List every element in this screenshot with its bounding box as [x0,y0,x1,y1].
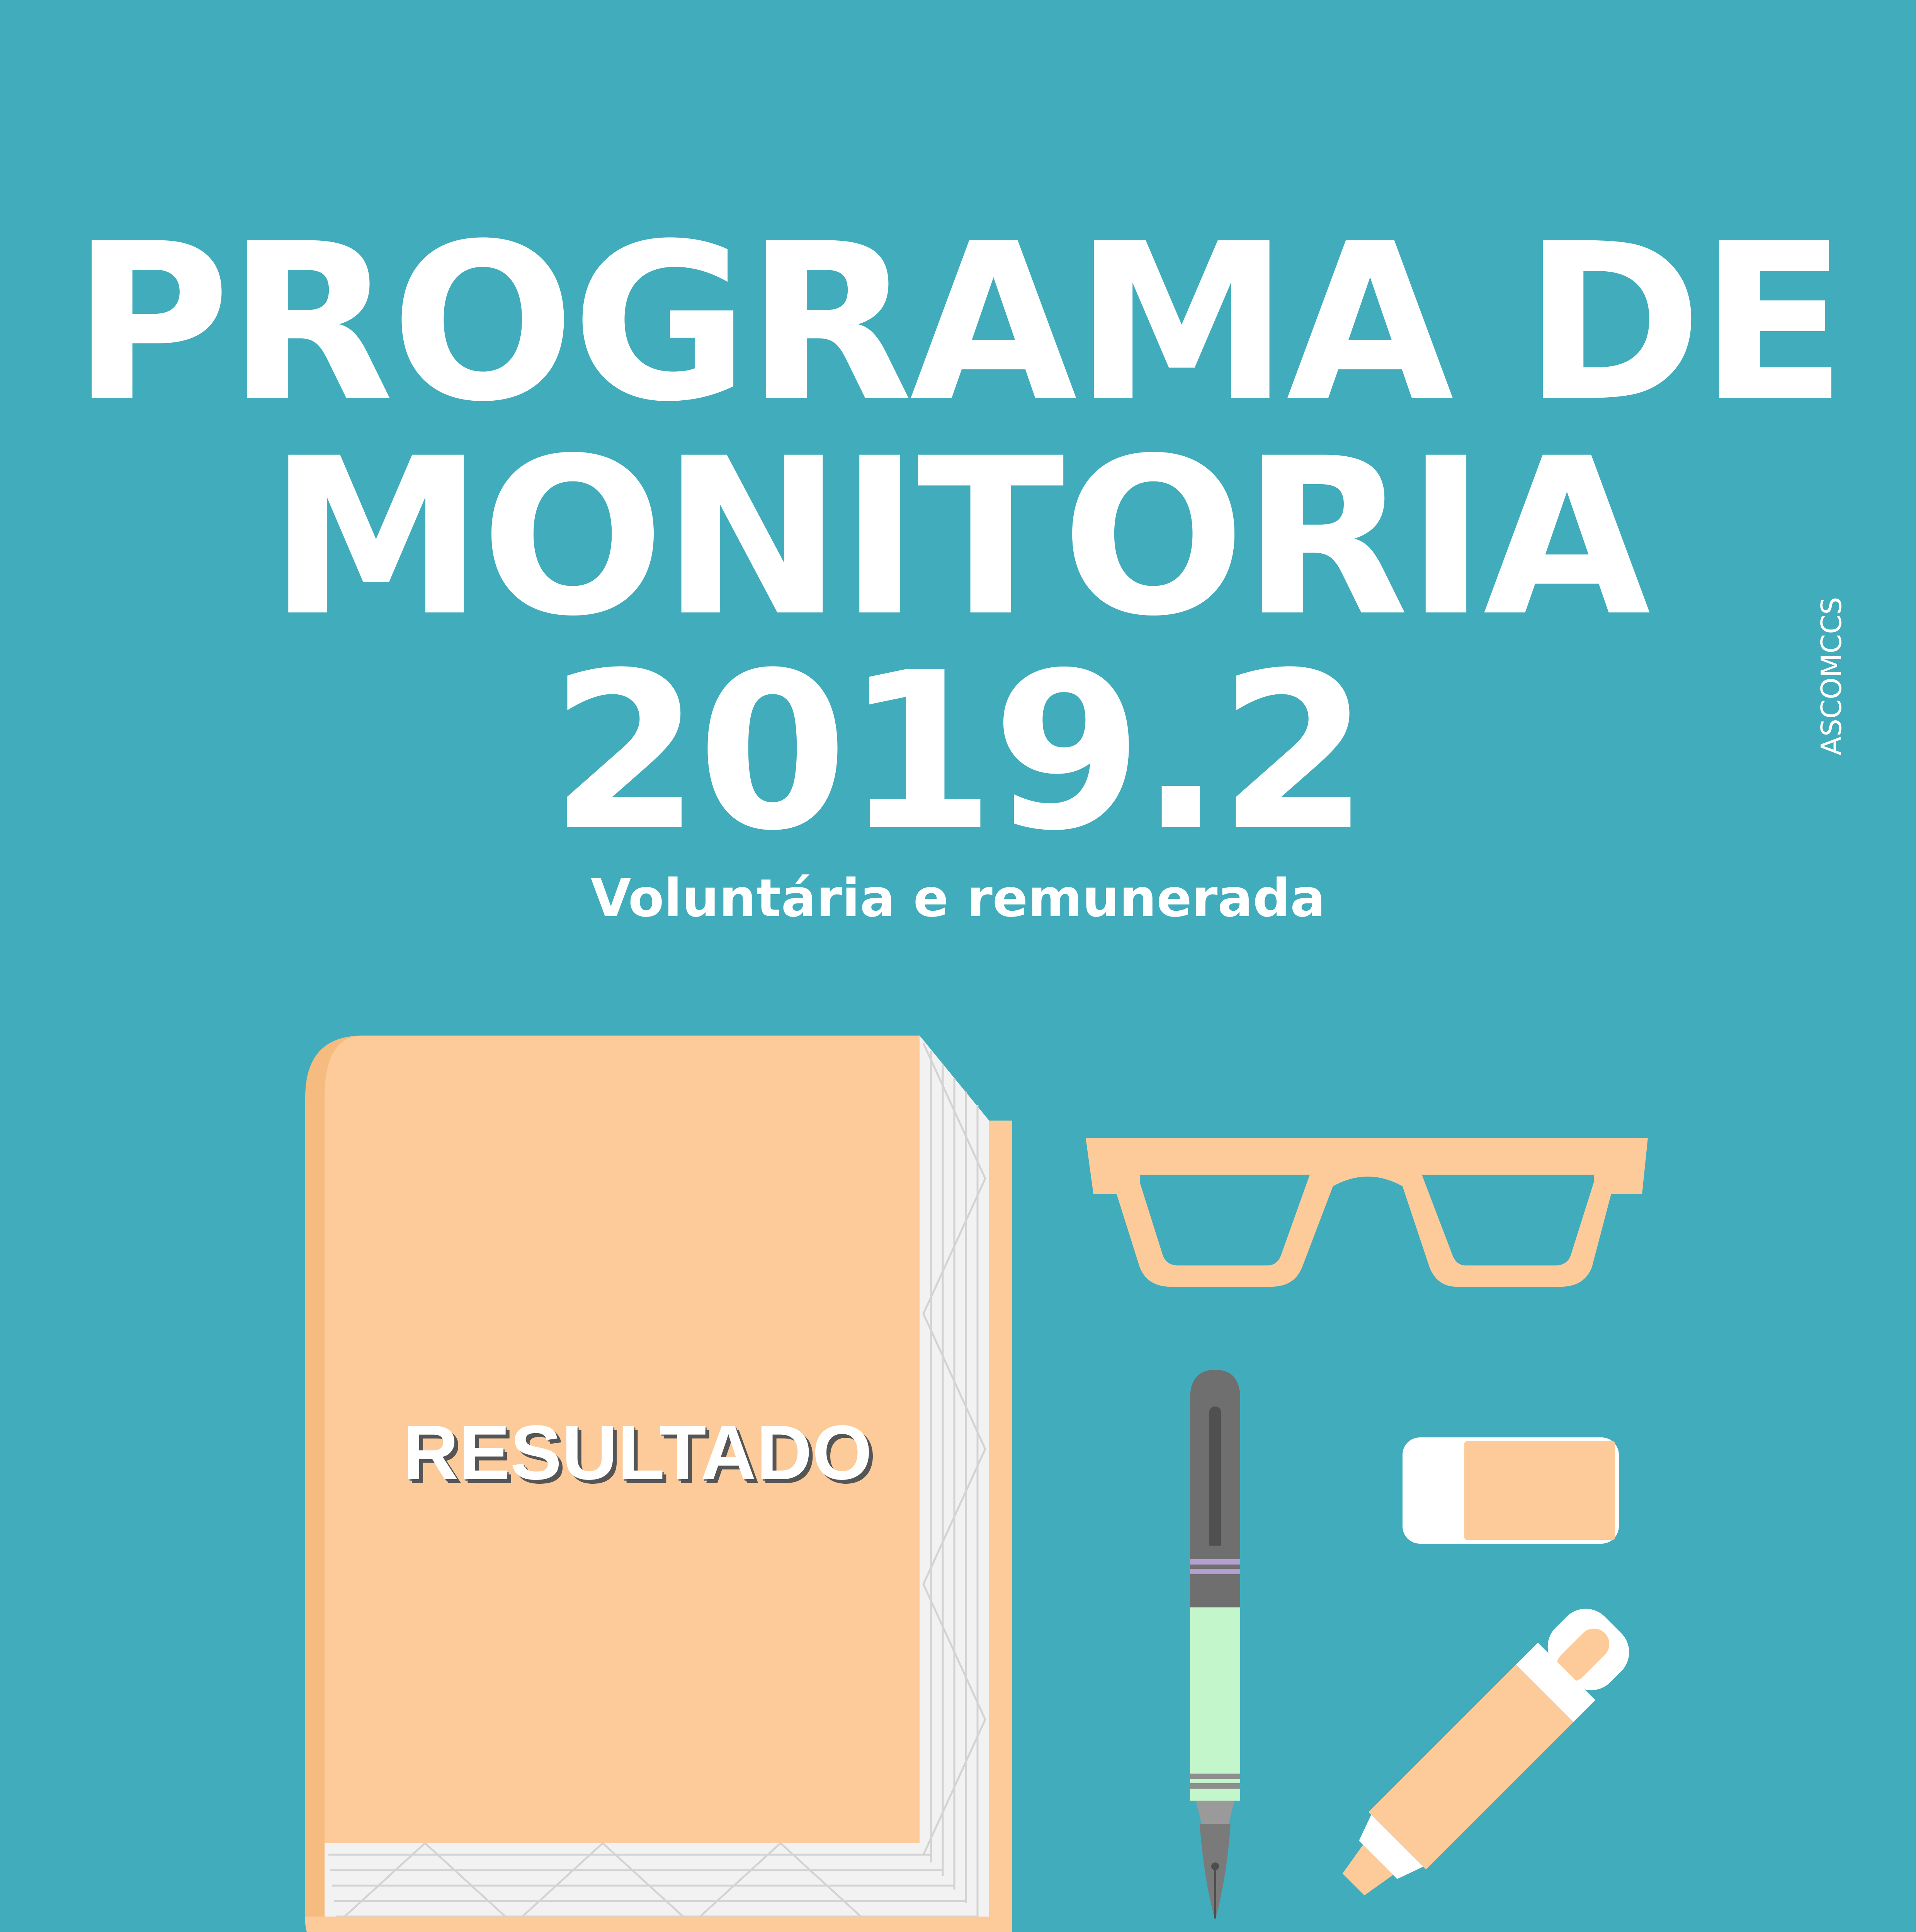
subtitle: Voluntária e remunerada [590,868,1326,929]
highlighter-icon [1325,1596,1642,1913]
title-line-3: 2019.2 [550,626,1366,878]
eraser-icon [1403,1437,1619,1544]
fountain-pen-icon [1190,1370,1240,1920]
book-label: RESULTADO [403,1410,872,1496]
side-tag-text: ASCOMCCS [1815,597,1848,756]
title-line-1: PROGRAMA DE [72,197,1844,449]
title-line-2: MONITORIA [268,412,1648,664]
glasses-icon [1086,1138,1648,1287]
